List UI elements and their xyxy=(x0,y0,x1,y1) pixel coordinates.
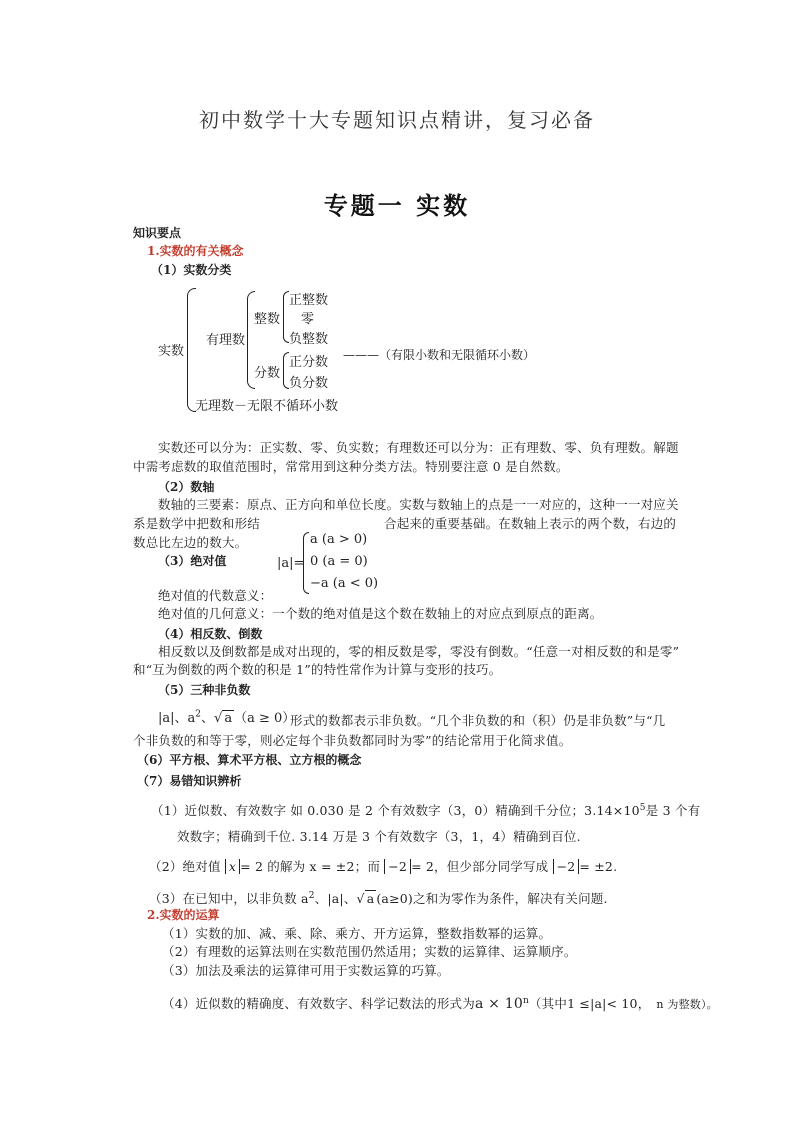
form-square-exponent: 2 xyxy=(195,709,201,720)
pitfall-2-abs-neg2: −2 xyxy=(384,859,411,874)
subsection-6-title: （6）平方根、算术平方根、立方根的概念 xyxy=(137,753,362,767)
pitfall-2-e: = 2，但少部分同学写成 xyxy=(411,859,549,874)
non-negative-line-2: 个非负数的和等于零，则必定每个非负数都同时为零”的结论常用于化简求值。 xyxy=(133,733,572,748)
classification-para-line-2: 中需考虑数的取值范围时，常常用到这种分类方法。特别要注意 0 是自然数。 xyxy=(133,459,569,474)
pitfall-3-a: （3）在已知中，以非负数 a xyxy=(149,891,309,907)
operations-item-4 xyxy=(162,991,718,1015)
pitfall-1-tail: 是 3 个有 xyxy=(645,803,701,819)
form-condition: （a ≥ 0） xyxy=(234,711,296,726)
pitfall-1-text: （1）近似数、有效数字 如 0.030 是 2 个有效数字（3，0）精确到千分位；3.14×10 xyxy=(151,803,640,819)
pitfall-1-line-1 xyxy=(151,798,700,821)
brace-real xyxy=(187,288,196,412)
subsection-7-title: （7）易错知识辨析 xyxy=(137,774,242,788)
sqrt-icon: √ xyxy=(356,891,365,907)
pitfall-1-line-2: 效数字；精确到千位. 3.14 万是 3 个有效数字（3，1，4）精确到百位. xyxy=(177,829,581,844)
sci-notation: a × 10 xyxy=(474,996,523,1013)
subsection-4-title: （4）相反数、倒数 xyxy=(158,627,263,641)
section-2-title: 2.实数的运算 xyxy=(147,908,220,922)
tree-zero: 零 xyxy=(301,312,315,327)
number-line-line-3: 数总比左边的数大。 xyxy=(133,535,248,550)
tree-irrational: 无理数－无限不循环小数 xyxy=(195,399,339,414)
operations-item-3: （3）加法及乘法的运算律可用于实数运算的巧算。 xyxy=(162,963,450,978)
section-1-title: 1.实数的有关概念 xyxy=(147,244,244,258)
tree-negative-integer: 负整数 xyxy=(289,332,329,347)
opposite-reciprocal-line-1: 相反数以及倒数都是成对出现的，零的相反数是零，零没有倒数。“任意一对相反数的和是零” xyxy=(158,644,680,659)
abs-geometric-meaning: 绝对值的几何意义：一个数的绝对值是这个数在数轴上的对应点到原点的距离。 xyxy=(158,606,603,621)
non-negative-line-1-tail: 形式的数都表示非负数。“几个非负数的和（积）仍是非负数”与“几 xyxy=(290,713,666,728)
operations-item-4-b: （其中1 ≤|a|< 10， xyxy=(528,996,651,1012)
pitfall-2-c: = 2 的解为 x = ±2；而 xyxy=(240,859,381,874)
formula-case-1: a (a > 0) xyxy=(310,532,368,547)
tree-integer: 整数 xyxy=(254,312,281,327)
pitfall-2-abs-neg2-wrong: −2 xyxy=(553,859,580,874)
tree-rational: 有理数 xyxy=(206,333,246,348)
number-line-line-1: 数轴的三要素：原点、正方向和单位长度。实数与数轴上的点是一一对应的，这种一一对应关 xyxy=(158,497,679,512)
sci-notation-exponent: n xyxy=(522,996,529,1006)
operations-item-1: （1）实数的加、减、乘、除、乘方、开方运算，整数指数幂的运算。 xyxy=(162,926,552,941)
subsection-3-title: （3）绝对值 xyxy=(158,554,227,568)
pitfall-3-c: (a≥0)之和为零作为条件，解决有关问题. xyxy=(376,891,608,907)
abs-algebraic-meaning: 绝对值的代数意义： xyxy=(158,588,273,603)
pitfall-3-radicand: a xyxy=(366,891,375,907)
number-line-line-2-left: 系是数学中把数和形结 xyxy=(133,516,261,531)
formula-case-3: −a (a < 0) xyxy=(310,576,379,591)
number-line-line-2-right: 合起来的重要基础。在数轴上表示的两个数，右边的 xyxy=(384,516,677,531)
pitfall-2-g: = ±2. xyxy=(579,859,618,874)
pitfall-2-abs-x: x xyxy=(225,859,240,874)
tree-root-real-number: 实数 xyxy=(158,344,185,359)
form-separator: 、 xyxy=(201,711,215,726)
non-negative-forms xyxy=(158,707,295,726)
subsection-5-title: （5）三种非负数 xyxy=(158,683,251,697)
subsection-2-title: （2）数轴 xyxy=(158,480,215,494)
pitfall-2-a: （2）绝对值 xyxy=(149,859,221,874)
formula-brace xyxy=(303,532,309,594)
pitfall-1-exponent: 5 xyxy=(639,803,646,813)
tree-negative-fraction: 负分数 xyxy=(289,376,329,391)
formula-case-2: 0 (a = 0) xyxy=(310,554,368,569)
pitfall-2 xyxy=(149,857,617,877)
section-label: 知识要点 xyxy=(133,226,182,240)
operations-item-2: （2）有理数的运算法则在实数范围仍然适用；实数的运算律、运算顺序。 xyxy=(162,944,577,959)
tree-positive-fraction: 正分数 xyxy=(289,355,329,370)
pitfall-3-b: 、|a|、 xyxy=(314,891,357,907)
form-sqrt-radicand: a xyxy=(224,711,233,726)
classification-para-line-1: 实数还可以分为：正实数、零、负实数；有理数还可以分为：正有理数、零、负有理数。解题 xyxy=(158,440,679,455)
document-main-title: 初中数学十大专题知识点精讲，复习必备 xyxy=(199,108,595,132)
operations-item-4-a: （4）近似数的精确度、有效数字、科学记数法的形式为 xyxy=(162,996,475,1012)
topic-title: 专题一 实数 xyxy=(323,191,471,220)
tree-fraction: 分数 xyxy=(254,366,281,381)
operations-item-4-c: n 为整数）。 xyxy=(656,998,718,1012)
form-abs-and-square: |a|、a xyxy=(158,711,196,726)
pitfall-3-exponent: 2 xyxy=(308,891,315,901)
subsection-1-title: （1）实数分类 xyxy=(151,263,232,277)
tree-positive-integer: 正整数 xyxy=(289,293,329,308)
formula-lhs: |a|= xyxy=(277,556,305,571)
opposite-reciprocal-line-2: 和“互为倒数的两个数的积是 1”的特性常作为计算与变形的技巧。 xyxy=(133,662,502,677)
tree-note: ———（有限小数和无限循环小数） xyxy=(343,348,536,362)
sqrt-icon: √ xyxy=(214,711,223,726)
